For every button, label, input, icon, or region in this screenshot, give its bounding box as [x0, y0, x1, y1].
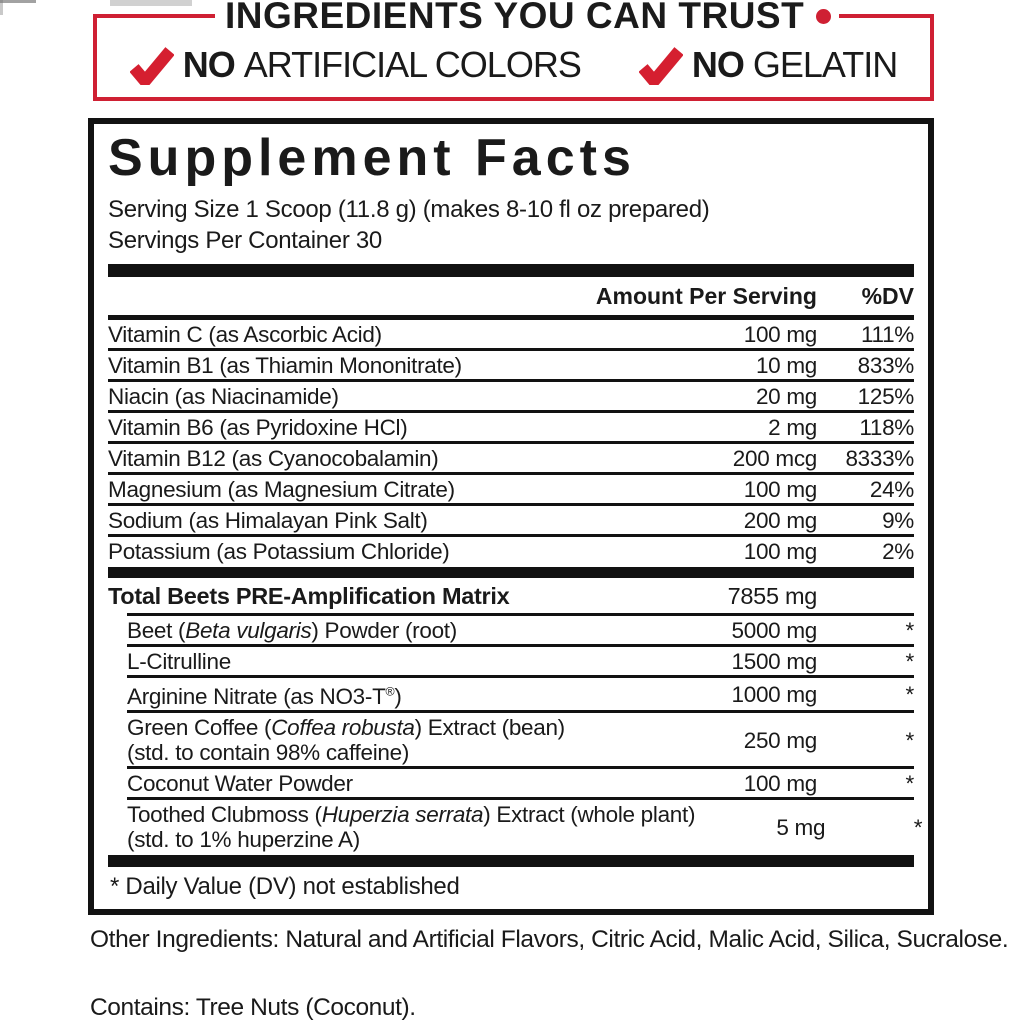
ingredient-row — [108, 475, 914, 506]
checkmark-icon — [130, 47, 174, 85]
ingredient-name — [127, 715, 687, 765]
ingredient-amount: 1000 mg — [731, 681, 817, 707]
ingredient-name-segment: Huperzia serrata — [321, 802, 484, 828]
ingredient-amount: 250 mg — [743, 727, 817, 753]
ingredient-name-segment: ® — [385, 684, 395, 699]
claim-no-artificial-colors — [130, 44, 581, 86]
ingredient-amount: 10 mg — [755, 352, 817, 378]
ingredient-dv: * — [905, 727, 914, 753]
ingredient-row — [108, 444, 914, 475]
thick-rule — [108, 567, 914, 578]
claim-rest-text: GELATIN — [752, 44, 898, 85]
ingredient-name — [127, 771, 687, 796]
ingredient-name-segment: ) — [394, 684, 402, 710]
serving-size: Serving Size 1 Scoop (11.8 g) (makes 8-10 fl oz prepared) — [108, 196, 710, 224]
ingredient-dv: 125% — [857, 383, 914, 409]
fragment-line-vertical — [0, 0, 3, 15]
ingredient-name-segment: Beta vulgaris — [185, 617, 312, 643]
ingredient-name-segment: Beet ( — [127, 617, 186, 643]
ingredient-amount: 200 mg — [743, 507, 817, 533]
ingredient-amount: 2 mg — [768, 414, 817, 440]
trust-banner-title: INGREDIENTS YOU CAN TRUST — [225, 0, 805, 36]
ingredient-row — [127, 675, 914, 711]
allergen-contains: Contains: Tree Nuts (Coconut). — [90, 994, 416, 1021]
title-rule-right — [839, 14, 934, 18]
ingredient-name-segment: L-Citrulline — [127, 648, 231, 674]
matrix-amount: 7855 mg — [727, 582, 817, 609]
ingredient-row — [108, 351, 914, 382]
ingredient-amount: 20 mg — [755, 383, 817, 409]
ingredient-name — [127, 680, 687, 710]
matrix-ingredient-rows — [108, 613, 923, 854]
ingredient-row — [127, 710, 914, 766]
ingredient-dv: 833% — [857, 352, 914, 378]
matrix-header-row — [108, 578, 914, 613]
ingredient-name — [108, 384, 687, 409]
ingredient-row — [127, 644, 914, 675]
trust-banner-title-row — [93, 0, 934, 38]
trust-banner — [93, 0, 934, 101]
column-header-amount: Amount Per Serving — [595, 283, 817, 310]
ingredient-dv: 9% — [882, 507, 914, 533]
ingredient-name-segment: Potassium (as Potassium Chloride) — [108, 538, 450, 564]
ingredient-row — [108, 320, 914, 351]
ingredient-name — [108, 477, 687, 502]
ingredient-name-segment: Arginine Nitrate (as NO3-T — [127, 684, 386, 710]
fragment-line-horizontal — [0, 0, 36, 3]
thick-rule — [108, 264, 914, 277]
matrix-name: Total Beets PRE-Amplification Matrix — [108, 582, 510, 609]
ingredient-row — [108, 382, 914, 413]
ingredient-dv: * — [905, 617, 914, 643]
ingredient-name — [127, 618, 687, 643]
ingredient-row — [108, 506, 914, 537]
claim-bold-text: NO — [691, 44, 744, 85]
column-header-dv: %DV — [861, 283, 914, 310]
ingredient-name-segment: Coffea robusta — [271, 715, 415, 741]
ingredient-amount: 200 mcg — [732, 445, 817, 471]
ingredient-name-segment: Sodium (as Himalayan Pink Salt) — [108, 507, 428, 533]
trust-claims — [97, 44, 930, 86]
checkmark-icon — [639, 47, 683, 85]
ingredient-name-segment: ) Extract (bean) — [414, 715, 565, 741]
claim-no-gelatin — [639, 44, 897, 86]
ingredient-name-segment: Vitamin B6 (as Pyridoxine HCl) — [108, 414, 408, 440]
ingredient-dv: * — [905, 771, 914, 797]
ingredient-name-segment: Vitamin B12 (as Cyanocobalamin) — [108, 445, 439, 471]
claim-bold-text: NO — [182, 44, 235, 85]
ingredient-name-segment: ) Powder (root) — [311, 617, 457, 643]
dv-footnote: * Daily Value (DV) not established — [110, 873, 460, 901]
ingredient-name-segment: Coconut Water Powder — [127, 771, 353, 797]
ingredient-dv: 118% — [859, 414, 914, 440]
ingredient-name — [127, 649, 687, 674]
ingredient-name-segment: Niacin (as Niacinamide) — [108, 383, 339, 409]
ingredient-name-segment: Toothed Clubmoss ( — [127, 802, 322, 828]
ingredient-name-segment: ) Extract (whole plant) — [483, 802, 696, 828]
ingredient-name-line2: (std. to 1% huperzine A) — [127, 827, 360, 853]
ingredient-dv: * — [913, 814, 923, 840]
servings-per-container: Servings Per Container 30 — [108, 227, 382, 255]
ingredient-dv: 2% — [882, 538, 914, 564]
claim-rest-text: ARTIFICIAL COLORS — [243, 44, 581, 85]
ingredient-amount: 5000 mg — [731, 617, 817, 643]
ingredient-amount: 100 mg — [743, 321, 817, 347]
title-dot — [816, 9, 831, 24]
ingredient-name-line2: (std. to contain 98% caffeine) — [127, 740, 410, 766]
ingredient-name-segment: Green Coffee ( — [127, 715, 272, 741]
ingredient-amount: 100 mg — [743, 538, 817, 564]
ingredient-name — [108, 415, 687, 440]
ingredient-amount: 100 mg — [743, 476, 817, 502]
panel-title: Supplement Facts — [108, 129, 636, 187]
ingredient-amount: 5 mg — [776, 814, 826, 840]
ingredient-name — [127, 802, 695, 852]
ingredient-amount: 100 mg — [743, 771, 817, 797]
ingredient-row — [127, 797, 923, 853]
ingredient-name-segment: Vitamin B1 (as Thiamin Mononitrate) — [108, 352, 462, 378]
thick-rule — [108, 855, 914, 867]
ingredient-name-segment: Vitamin C (as Ascorbic Acid) — [108, 321, 382, 347]
ingredient-name — [108, 353, 687, 378]
ingredient-row — [127, 766, 914, 797]
ingredient-name — [108, 508, 687, 533]
ingredient-dv: 8333% — [845, 445, 914, 471]
ingredient-row — [127, 613, 914, 644]
ingredient-name — [108, 539, 687, 564]
ingredient-dv: 111% — [860, 321, 914, 347]
ingredient-dv: * — [905, 648, 914, 674]
supplement-facts-panel — [88, 118, 934, 915]
ingredient-name-segment: Magnesium (as Magnesium Citrate) — [108, 476, 455, 502]
other-ingredients: Other Ingredients: Natural and Artificial Flavors, Citric Acid, Malic Acid, Silica, Sucralose. — [90, 926, 1009, 953]
ingredient-row — [108, 537, 914, 565]
ingredient-name — [108, 322, 687, 347]
ingredient-row — [108, 413, 914, 444]
title-rule-left — [93, 14, 215, 18]
table-header — [108, 277, 914, 314]
ingredient-name — [108, 446, 687, 471]
ingredient-dv: 24% — [869, 476, 914, 502]
vitamin-mineral-rows — [108, 320, 914, 565]
ingredient-amount: 1500 mg — [731, 648, 817, 674]
ingredient-dv: * — [905, 681, 914, 707]
